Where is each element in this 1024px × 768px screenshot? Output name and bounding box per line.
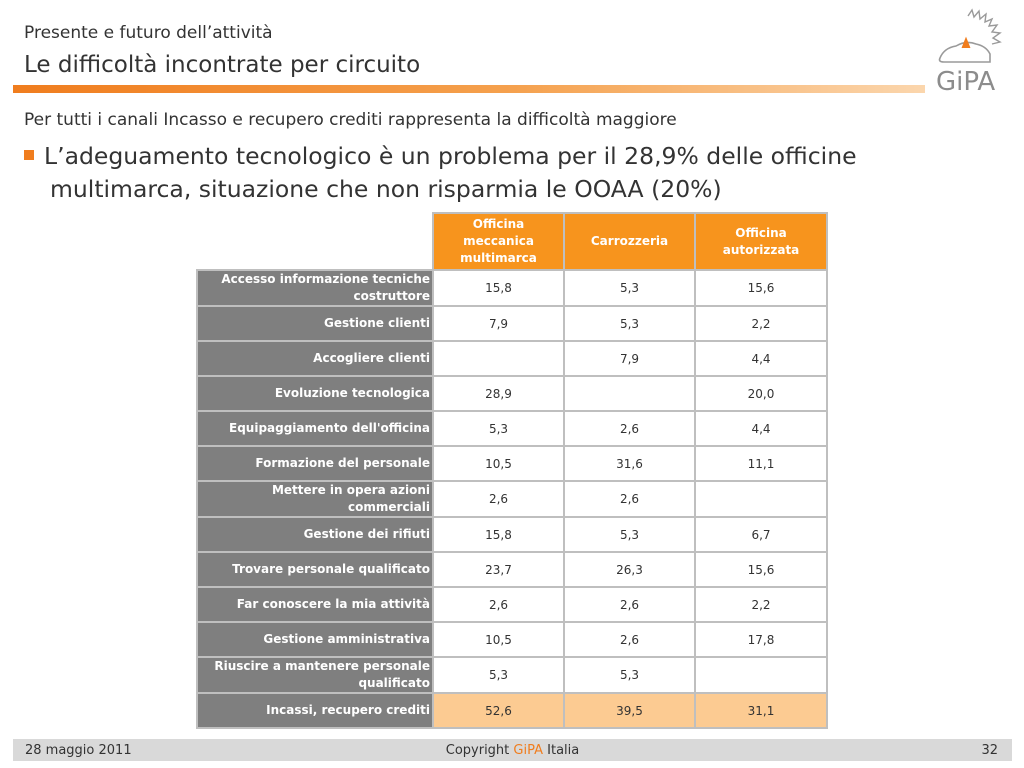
table-cell: 26,3 <box>564 552 695 587</box>
footer-bar <box>13 739 1012 761</box>
table-cell: 7,9 <box>433 306 564 341</box>
row-label: Gestione dei rifiuti <box>197 517 433 552</box>
table-cell: 28,9 <box>433 376 564 411</box>
table-cell: 2,6 <box>564 587 695 622</box>
row-label: Mettere in opera azioni commerciali <box>197 481 433 517</box>
table-cell: 2,2 <box>695 306 827 341</box>
table-row <box>197 376 827 411</box>
table-cell: 15,6 <box>695 552 827 587</box>
table-cell: 2,6 <box>564 411 695 446</box>
table-cell: 5,3 <box>564 657 695 693</box>
slide-title: Le difficoltà incontrate per circuito <box>24 52 421 78</box>
table-row <box>197 517 827 552</box>
table-row <box>197 306 827 341</box>
table-cell: 31,6 <box>564 446 695 481</box>
copyright-suffix: Italia <box>547 743 580 758</box>
table-cell <box>695 481 827 517</box>
table-cell: 7,9 <box>564 341 695 376</box>
table-cell: 5,3 <box>433 411 564 446</box>
table-row <box>197 341 827 376</box>
table-row <box>197 446 827 481</box>
logo-wordmark: GiPA <box>936 67 996 97</box>
table-cell: 2,6 <box>433 587 564 622</box>
table-cell <box>433 341 564 376</box>
table-cell: 10,5 <box>433 446 564 481</box>
table-row <box>197 552 827 587</box>
table-row <box>197 657 827 693</box>
gipa-logo <box>932 8 1012 98</box>
table-corner <box>197 213 433 270</box>
page-number: 32 <box>981 743 998 758</box>
bullet-square-icon <box>24 150 34 160</box>
column-header: Officina meccanica multimarca <box>433 213 564 270</box>
table-cell: 23,7 <box>433 552 564 587</box>
row-label: Riuscire a mantenere personale qualificato <box>197 657 433 693</box>
row-label: Formazione del personale <box>197 446 433 481</box>
table-header-row <box>197 213 827 270</box>
row-label: Accesso informazione tecniche costruttore <box>197 270 433 306</box>
table-row <box>197 587 827 622</box>
table-cell: 5,3 <box>564 517 695 552</box>
footer-copyright <box>13 743 1012 758</box>
bullet-line-1: L’adeguamento tecnologico è un problema per il 28,9% delle officine <box>44 142 857 170</box>
column-header: Carrozzeria <box>564 213 695 270</box>
table-cell <box>695 657 827 693</box>
lead-sentence: Per tutti i canali Incasso e recupero crediti rappresenta la difficoltà maggiore <box>24 110 677 130</box>
table-cell: 15,6 <box>695 270 827 306</box>
table-cell: 5,3 <box>564 306 695 341</box>
table-row <box>197 411 827 446</box>
table-row <box>197 481 827 517</box>
table-cell: 31,1 <box>695 693 827 728</box>
row-label: Gestione amministrativa <box>197 622 433 657</box>
table-cell: 15,8 <box>433 517 564 552</box>
footer-date: 28 maggio 2011 <box>25 743 132 758</box>
row-label: Equipaggiamento dell'officina <box>197 411 433 446</box>
table-row <box>197 693 827 728</box>
row-label: Accogliere clienti <box>197 341 433 376</box>
bullet-point <box>24 140 984 206</box>
table-row <box>197 270 827 306</box>
table-cell: 2,6 <box>564 481 695 517</box>
table-cell: 2,6 <box>433 481 564 517</box>
table-cell: 20,0 <box>695 376 827 411</box>
table-cell: 10,5 <box>433 622 564 657</box>
row-label: Gestione clienti <box>197 306 433 341</box>
row-label: Trovare personale qualificato <box>197 552 433 587</box>
header-accent-bar <box>13 85 925 93</box>
copyright-prefix: Copyright <box>445 743 510 758</box>
slide-subtitle: Presente e futuro dell’attività <box>24 23 273 43</box>
copyright-brand: GiPA <box>513 743 544 758</box>
difficulty-table <box>196 212 828 729</box>
table-cell: 4,4 <box>695 341 827 376</box>
column-header: Officina autorizzata <box>695 213 827 270</box>
sun-rays-icon <box>968 10 1000 44</box>
table-cell: 5,3 <box>433 657 564 693</box>
row-label: Incassi, recupero crediti <box>197 693 433 728</box>
table-cell: 5,3 <box>564 270 695 306</box>
table-cell: 11,1 <box>695 446 827 481</box>
table-row <box>197 622 827 657</box>
table-cell: 15,8 <box>433 270 564 306</box>
table-cell: 2,2 <box>695 587 827 622</box>
table-cell: 2,6 <box>564 622 695 657</box>
table-cell: 39,5 <box>564 693 695 728</box>
row-label: Evoluzione tecnologica <box>197 376 433 411</box>
row-label: Far conoscere la mia attività <box>197 587 433 622</box>
table-cell: 52,6 <box>433 693 564 728</box>
table-cell: 17,8 <box>695 622 827 657</box>
table-cell: 6,7 <box>695 517 827 552</box>
table-cell: 4,4 <box>695 411 827 446</box>
bullet-line-2: multimarca, situazione che non risparmia le OOAA (20%) <box>50 175 722 203</box>
table-cell <box>564 376 695 411</box>
